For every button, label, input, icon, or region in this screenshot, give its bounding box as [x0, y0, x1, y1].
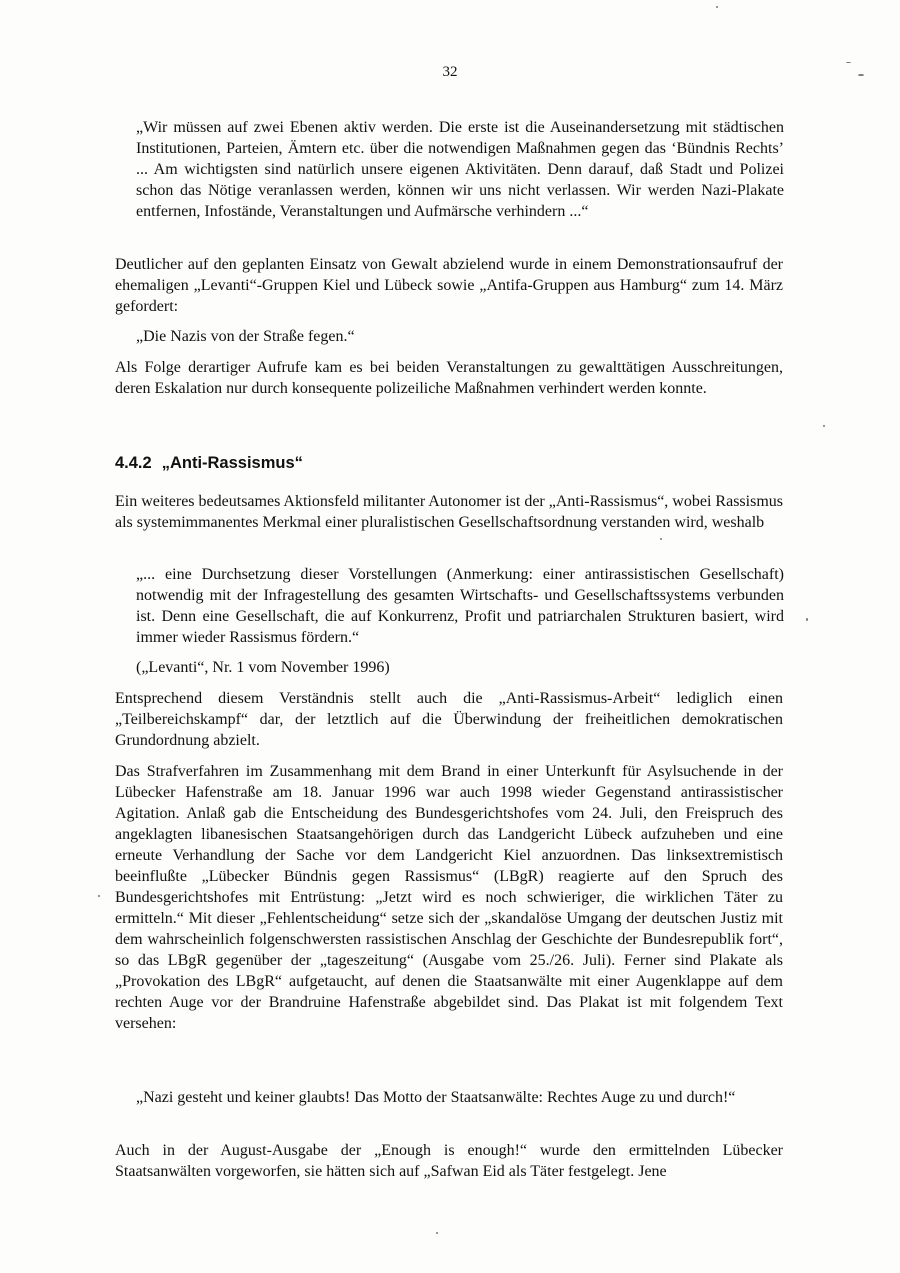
quote-block-3: „... eine Durchsetzung dieser Vorstellungen (Anmerkung: einer antirassistischen Gesellschaft) notwendig mit der Infragestellung des gesamten Wirtschafts- und Gesellschaftssystems verbunden ist. Denn eine Gesellschaft, die auf Konkurrenz, Profit und patriarchalen Strukturen basiert, wird immer wieder Rassismus fördern.“	[136, 566, 784, 646]
section-heading	[115, 452, 303, 474]
scan-speck	[716, 6, 718, 8]
quote-block-2: „Die Nazis von der Straße fegen.“	[136, 328, 355, 345]
paragraph-2: Als Folge derartiger Aufrufe kam es bei beiden Veranstaltungen zu gewalttätigen Ausschreitungen, deren Eskalation nur durch konsequente polizeiliche Maßnahmen verhindert werden konnte.	[115, 359, 783, 397]
scan-speck	[436, 1232, 438, 1234]
quote-block-1: „Wir müssen auf zwei Ebenen aktiv werden. Die erste ist die Auseinandersetzung mit städtischen Institutionen, Parteien, Ämtern etc. über die notwendigen Maßnahmen gegen das ‘Bündnis Rechts’ ... Am wichtigsten sind natürlich unsere eigenen Aktivitäten. Denn darauf, daß Stadt und Polizei schon das Nötige veranlassen werden, können wir uns nicht verlassen. Wir werden Nazi-Plakate entfernen, Infostände, Veranstaltungen und Aufmärsche verhindern ...“	[136, 119, 784, 220]
scan-speck	[858, 74, 864, 76]
paragraph-3: Ein weiteres bedeutsames Aktionsfeld militanter Autonomer ist der „Anti-Rassismus“, wobei Rassismus als systemimmanentes Merkmal einer pluralistischen Gesellschaftsordnung verstanden wird, weshalb	[115, 493, 783, 531]
quote-block-4: „Nazi gesteht und keiner glaubts! Das Motto der Staatsanwälte: Rechtes Auge zu und durch!“	[136, 1089, 736, 1106]
page-number: 32	[442, 64, 458, 80]
section-title: „Anti-Rassismus“	[161, 454, 303, 472]
scan-speck	[806, 618, 808, 621]
scan-speck	[846, 62, 851, 63]
paragraph-6: Auch in der August-Ausgabe der „Enough is enough!“ wurde den ermittelnden Lübecker Staatsanwälten vorgeworfen, sie hätten sich auf „Safwan Eid als Täter festgelegt. Jene	[115, 1142, 783, 1180]
scan-speck	[98, 895, 100, 897]
scan-speck	[660, 538, 662, 540]
scan-speck	[823, 425, 825, 427]
quote-citation: („Levanti“, Nr. 1 vom November 1996)	[136, 659, 390, 676]
section-number: 4.4.2	[115, 454, 152, 472]
paragraph-4: Entsprechend diesem Verständnis stellt auch die „Anti-Rassismus-Arbeit“ lediglich einen „Teilbereichskampf“ dar, der letztlich auf die Überwindung der freiheitlichen demokratischen Grundordnung abzielt.	[115, 690, 783, 749]
paragraph-1: Deutlicher auf den geplanten Einsatz von Gewalt abzielend wurde in einem Demonstrationsaufruf der ehemaligen „Levanti“-Gruppen Kiel und Lübeck sowie „Antifa-Gruppen aus Hamburg“ zum 14. März gefordert:	[115, 256, 783, 315]
paragraph-5: Das Strafverfahren im Zusammenhang mit dem Brand in einer Unterkunft für Asylsuchende in der Lübecker Hafenstraße am 18. Januar 1996 war auch 1998 wieder Gegenstand antirassistischer Agitation. Anlaß gab die Entscheidung des Bundesgerichtshofes vom 24. Juli, den Freispruch des angeklagten libanesischen Staatsangehörigen durch das Landgericht Lübeck aufzuheben und eine erneute Verhandlung der Sache vor dem Landgericht Kiel anzuordnen. Das linksextremistisch beeinflußte „Lübecker Bündnis gegen Rassismus“ (LBgR) reagierte auf den Spruch des Bundesgerichtshofes mit Entrüstung: „Jetzt wird es noch schwieriger, die wirklichen Täter zu ermitteln.“ Mit dieser „Fehlentscheidung“ setze sich der „skandalöse Umgang der deutschen Justiz mit dem wahrscheinlich folgenschwersten rassistischen Anschlag der Geschichte der Bundesrepublik fort“, so das LBgR gegenüber der „tageszeitung“ (Ausgabe vom 25./26. Juli). Ferner sind Plakate als „Provokation des LBgR“ aufgetaucht, auf denen die Staatsanwälte mit einer Augenklappe auf dem rechten Auge vor der Brandruine Hafenstraße abgebildet sind. Das Plakat ist mit folgendem Text versehen:	[115, 763, 783, 1032]
